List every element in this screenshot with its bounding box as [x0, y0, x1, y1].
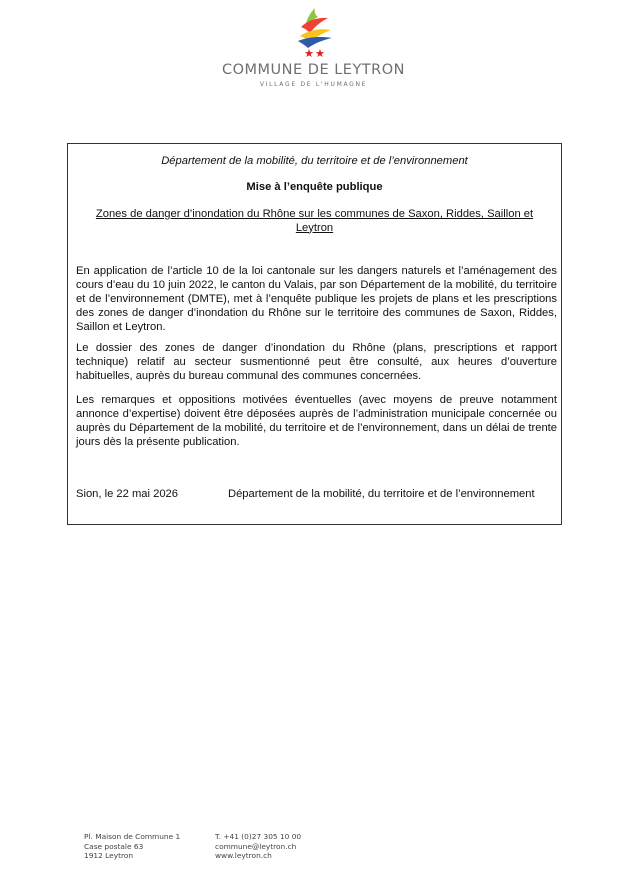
department-heading: Département de la mobilité, du territoire et de l’environnement: [161, 155, 468, 167]
address-line: 1912 Leytron: [84, 851, 134, 860]
address-line: Case postale 63: [84, 841, 144, 851]
address-line: Pl. Maison de Commune 1: [84, 832, 181, 841]
signature-department: Département de la mobilité, du territoire et de l’environnement: [228, 488, 535, 500]
notice-title: Mise à l’enquête publique: [246, 181, 383, 193]
notice-paragraph: En application de l’article 10 de la loi cantonale sur les dangers naturels et l’aménagement des cours d’eau du 10 juin 2022, le canton du Valais, par son Département de la mobilité, du territoire et de l’environnement (DMTE), met à l’enquête publique les projets de plans et les prescriptions des zones de danger d’inondation du Rhône sur le territoire des communes de Saxon, Riddes, Saillon et Leytron.: [76, 265, 557, 333]
signature-place-date: Sion, le 22 mai 2026: [76, 488, 178, 500]
commune-tagline: VILLAGE DE L'HUMAGNE: [259, 81, 368, 88]
notice-subject: Zones de danger d’inondation du Rhône sur les communes de Saxon, Riddes, Saillon et Leytron: [95, 208, 534, 234]
notice-paragraph: Les remarques et oppositions motivées éventuelles (avec moyens de preuve notamment annonce d’expertise) doivent être déposées auprès de l’administration municipale concernée ou auprès du Département de la mobilité, du territoire et de l’environnement, dans un délai de trente jours dès la présente publication.: [76, 394, 557, 448]
commune-emblem-icon: [292, 6, 338, 58]
footer-contact: [215, 832, 301, 861]
website-url: www.leytron.ch: [215, 851, 272, 860]
notice-paragraph: Le dossier des zones de danger d’inondation du Rhône (plans, prescriptions et rapport technique) relatif au secteur susmentionné peut être consulté, aux heures d’ouverture habituelles, auprès du bureau communal des communes concernées.: [76, 342, 557, 382]
email-address: commune@leytron.ch: [215, 841, 297, 851]
commune-name: COMMUNE DE LEYTRON: [221, 62, 405, 78]
footer-address: [84, 832, 180, 861]
phone-number: T. +41 (0)27 305 10 00: [215, 832, 302, 841]
letterhead: [0, 0, 627, 110]
public-notice-box: [67, 143, 562, 525]
